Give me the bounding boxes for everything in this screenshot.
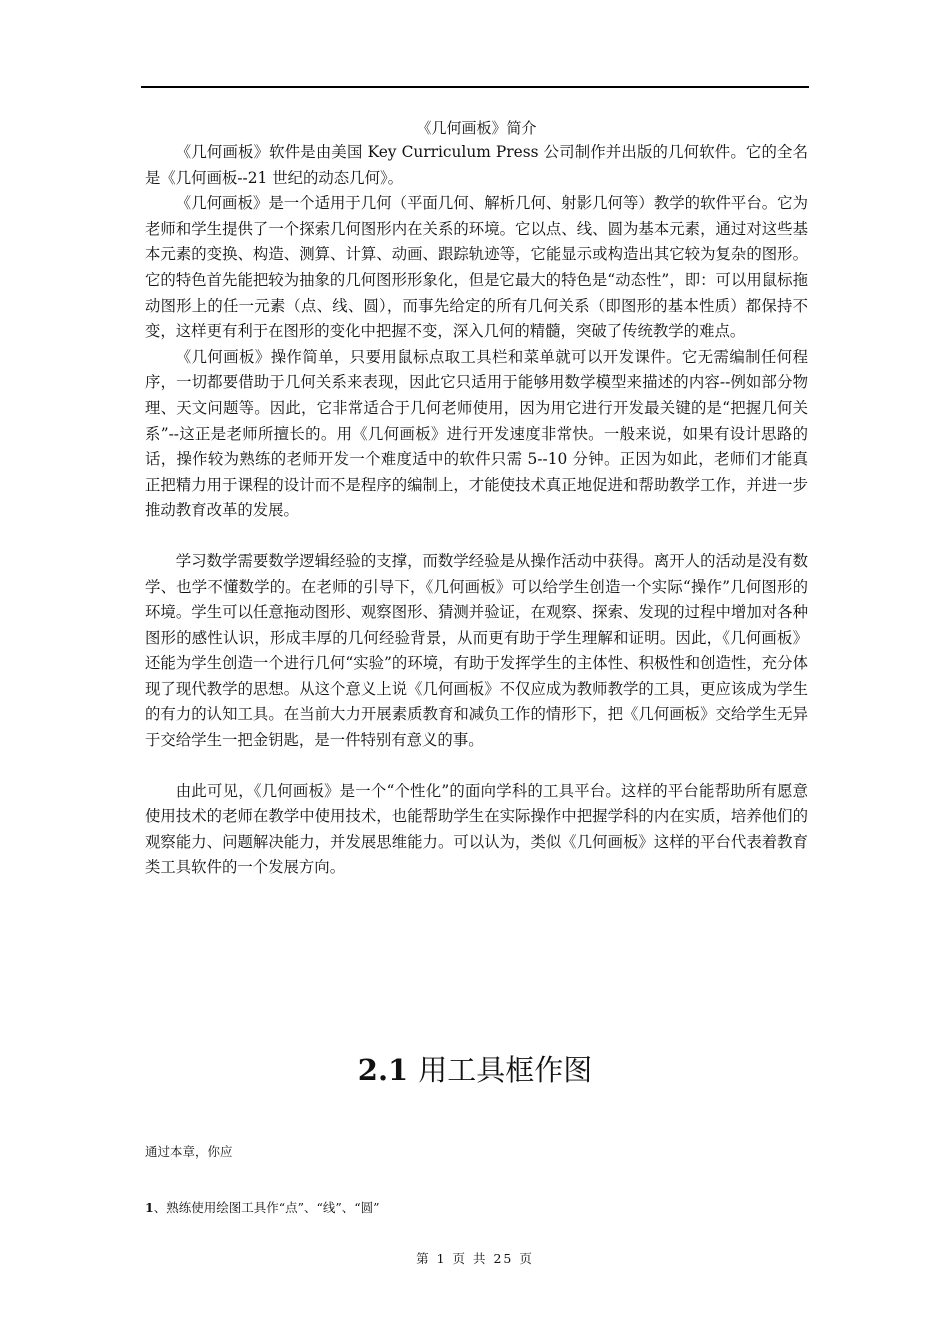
conclusion-paragraph: 由此可见，《几何画板》是一个“个性化”的面向学科的工具平台。这样的平台能帮助所有愿意使用技术的老师在教学中使用技术，也能帮助学生在实际操作中把握学科的内在实质，培养他们的观察能力、问题解决能力，并发展思维能力。可以认为，类似《几何画板》这样的平台代表着教育类工具软件的一个发展方向。 xyxy=(145,781,808,877)
section-heading xyxy=(0,1050,950,1090)
chapter-lead: 通过本章，你应 xyxy=(145,1144,233,1159)
learning-paragraph: 学习数学需要数学逻辑经验的支撑，而数学经验是从操作活动中获得。离开人的活动是没有数学、也学不懂数学的。在老师的引导下，《几何画板》可以给学生创造一个实际“操作”几何图形的环境。学生可以任意拖动图形、观察图形、猜测并验证，在观察、探索、发现的过程中增加对各种图形的感性认识，形成丰厚的几何经验背景，从而更有助于学生理解和证明。因此，《几何画板》还能为学生创造一个进行几何“实验”的环境，有助于发挥学生的主体性、积极性和创造性，充分体现了现代教学的思想。从这个意义上说《几何画板》不仅应成为教师教学的工具，更应该成为学生的有力的认知工具。在当前大力开展素质教育和减负工作的情形下，把《几何画板》交给学生无异于交给学生一把金钥匙，是一件特别有意义的事。 xyxy=(145,551,808,750)
objective-text: 、熟练使用绘图工具作“点”、“线”、“圆” xyxy=(153,1200,380,1215)
intro-section xyxy=(145,116,808,881)
paragraph-gap xyxy=(145,524,808,549)
objective-item-1 xyxy=(145,1199,380,1217)
objective-number: 1 xyxy=(145,1200,154,1215)
page-footer: 第 1 页 共 25 页 xyxy=(416,1251,534,1266)
header-rule xyxy=(141,86,809,88)
section-number: 2.1 xyxy=(357,1053,409,1087)
section-title: 用工具框作图 xyxy=(418,1053,593,1087)
intro-paragraph-3: 《几何画板》操作简单，只要用鼠标点取工具栏和菜单就可以开发课件。它无需编制任何程序，一切都要借助于几何关系来表现，因此它只适用于能够用数学模型来描述的内容--例如部分物理、天文问题等。因此，它非常适合于几何老师使用，因为用它进行开发最关键的是“把握几何关系”--这正是老师所擅长的。用《几何画板》进行开发速度非常快。一般来说，如果有设计思路的话，操作较为熟练的老师开发一个难度适中的软件只需 5--10 分钟。正因为如此，老师们才能真正把精力用于课程的设计而不是程序的编制上，才能使技术真正地促进和帮助教学工作，并进一步推动教育改革的发展。 xyxy=(145,347,808,520)
intro-title: 《几何画板》简介 xyxy=(416,119,537,137)
intro-paragraph-2: 《几何画板》是一个适用于几何（平面几何、解析几何、射影几何等）教学的软件平台。它为老师和学生提供了一个探索几何图形内在关系的环境。它以点、线、圆为基本元素，通过对这些基本元素的变换、构造、测算、计算、动画、跟踪轨迹等，它能显示或构造出其它较为复杂的图形。它的特色首先能把较为抽象的几何图形形象化，但是它最大的特色是“动态性”，即：可以用鼠标拖动图形上的任一元素（点、线、圆），而事先给定的所有几何关系（即图形的基本性质）都保持不变，这样更有利于在图形的变化中把握不变，深入几何的精髓，突破了传统教学的难点。 xyxy=(145,194,808,341)
paragraph-gap xyxy=(145,754,808,779)
intro-paragraph-1: 《几何画板》软件是由美国 Key Curriculum Press 公司制作并出版的几何软件。它的全名是《几何画板--21 世纪的动态几何》。 xyxy=(145,143,808,187)
